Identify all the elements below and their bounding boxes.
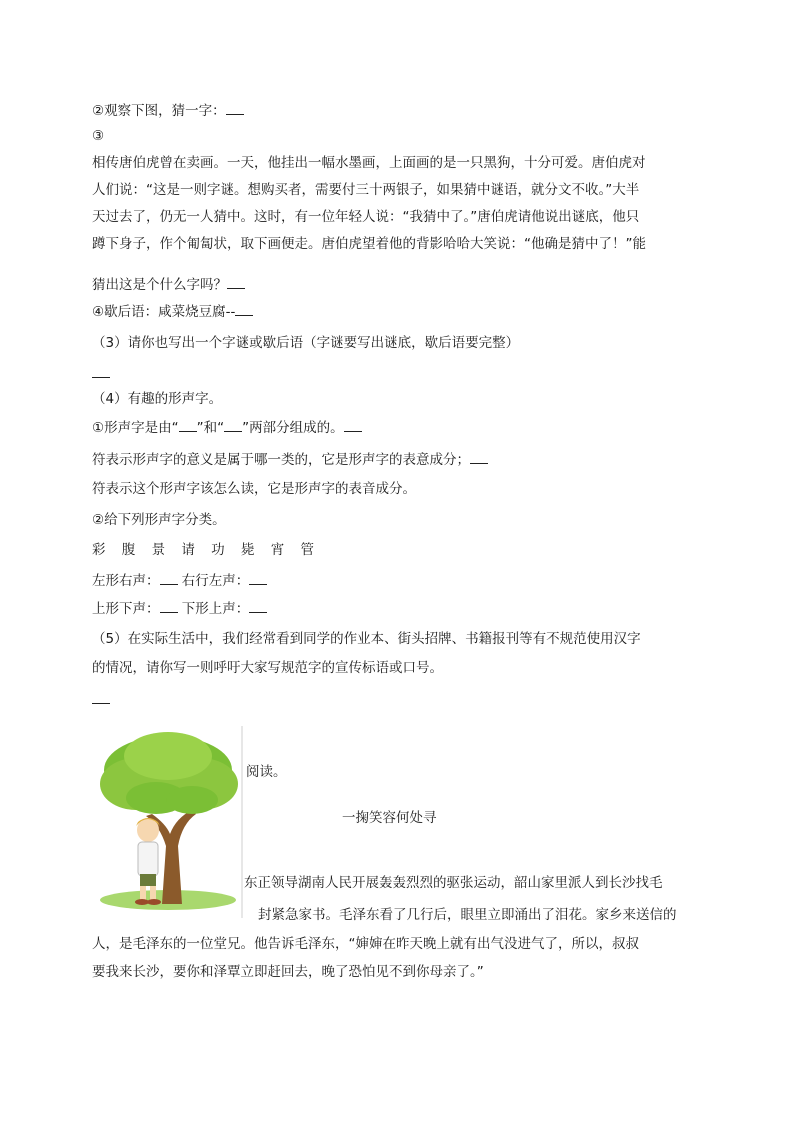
question-3-line: 天过去了，仍无一人猜中。这时，有一位年轻人说：“我猜中了。”唐伯虎请他说出谜底，他只: [92, 209, 640, 225]
question-2: ②观察下图，猜一字：: [92, 101, 244, 120]
answer-blank[interactable]: [224, 418, 242, 432]
section-5-answer: [92, 690, 110, 709]
answer-blank[interactable]: [92, 364, 110, 378]
story-line: 封紧急家书。毛泽东看了几行后，眼里立即涌出了泪花。家乡来送信的: [258, 907, 677, 923]
answer-blank[interactable]: [160, 599, 178, 613]
answer-blank[interactable]: [227, 275, 245, 289]
question-3-ask: 猜出这是个什么字吗？: [92, 275, 245, 294]
reading-heading: 阅读。: [246, 764, 287, 780]
question-3-line: 相传唐伯虎曾在卖画。一天，他挂出一幅水墨画，上面画的是一只黑狗，十分可爱。唐伯虎对: [92, 155, 646, 171]
answer-blank[interactable]: [249, 599, 267, 613]
section-4-title: （4）有趣的形声字。: [92, 391, 223, 407]
section-3: （3）请你也写出一个字谜或歇后语（字谜要写出谜底，歇后语要完整）: [92, 335, 520, 351]
story-line: 人，是毛泽东的一位堂兄。他告诉毛泽东，“婶婶在昨天晚上就有出气没进气了，所以，叔叔: [92, 936, 639, 952]
answer-blank[interactable]: [249, 571, 267, 585]
answer-blank[interactable]: [160, 571, 178, 585]
tree-foliage: [100, 732, 238, 814]
answer-blank[interactable]: [344, 418, 362, 432]
question-3-line: 人们说：“这是一则字谜。想购买者，需要付三十两银子，如果猜中谜语，就分文不收。”大半: [92, 182, 640, 198]
story-title: 一掬笑容何处寻: [342, 810, 437, 826]
character-list: 彩 腹 景 请 功 毙 宵 管: [92, 542, 321, 558]
section-4-q2: ②给下列形声字分类。: [92, 512, 226, 528]
question-4: ④歇后语：咸菜烧豆腐--: [92, 302, 253, 321]
answer-blank[interactable]: [226, 101, 244, 115]
tree-boy-illustration: [96, 726, 244, 918]
section-4-sound: 符表示这个形声字该怎么读，它是形声字的表音成分。: [92, 481, 416, 497]
story-line: 要我来长沙，要你和泽覃立即赶回去，晚了恐怕见不到你母亲了。”: [92, 964, 484, 980]
question-3-number: ③: [92, 128, 105, 144]
question-3-line: 蹲下身子，作个匍匐状，取下画便走。唐伯虎望着他的背影哈哈大笑说：“他确是猜中了！”能: [92, 236, 646, 252]
classify-row-1: 左形右声： 右行左声：: [92, 571, 267, 590]
answer-blank[interactable]: [92, 690, 110, 704]
section-4-meaning: 符表示形声字的意义是属于哪一类的，它是形声字的表意成分；: [92, 450, 488, 469]
classify-row-2: 上形下声： 下形上声：: [92, 599, 267, 618]
answer-blank[interactable]: [179, 418, 197, 432]
section-5-line: （5）在实际生活中，我们经常看到同学的作业本、街头招牌、书籍报刊等有不规范使用汉字: [92, 631, 641, 647]
section-4-q1: ①形声字是由“ ”和“ ”两部分组成的。: [92, 418, 362, 437]
section-5-line: 的情况，请你写一则呼吁大家写规范字的宣传标语或口号。: [92, 660, 443, 676]
answer-blank[interactable]: [470, 450, 488, 464]
story-line: 东正领导湖南人民开展轰轰烈烈的驱张运动，韶山家里派人到长沙找毛: [244, 875, 663, 891]
answer-blank[interactable]: [235, 302, 253, 316]
section-3-answer: [92, 364, 110, 383]
